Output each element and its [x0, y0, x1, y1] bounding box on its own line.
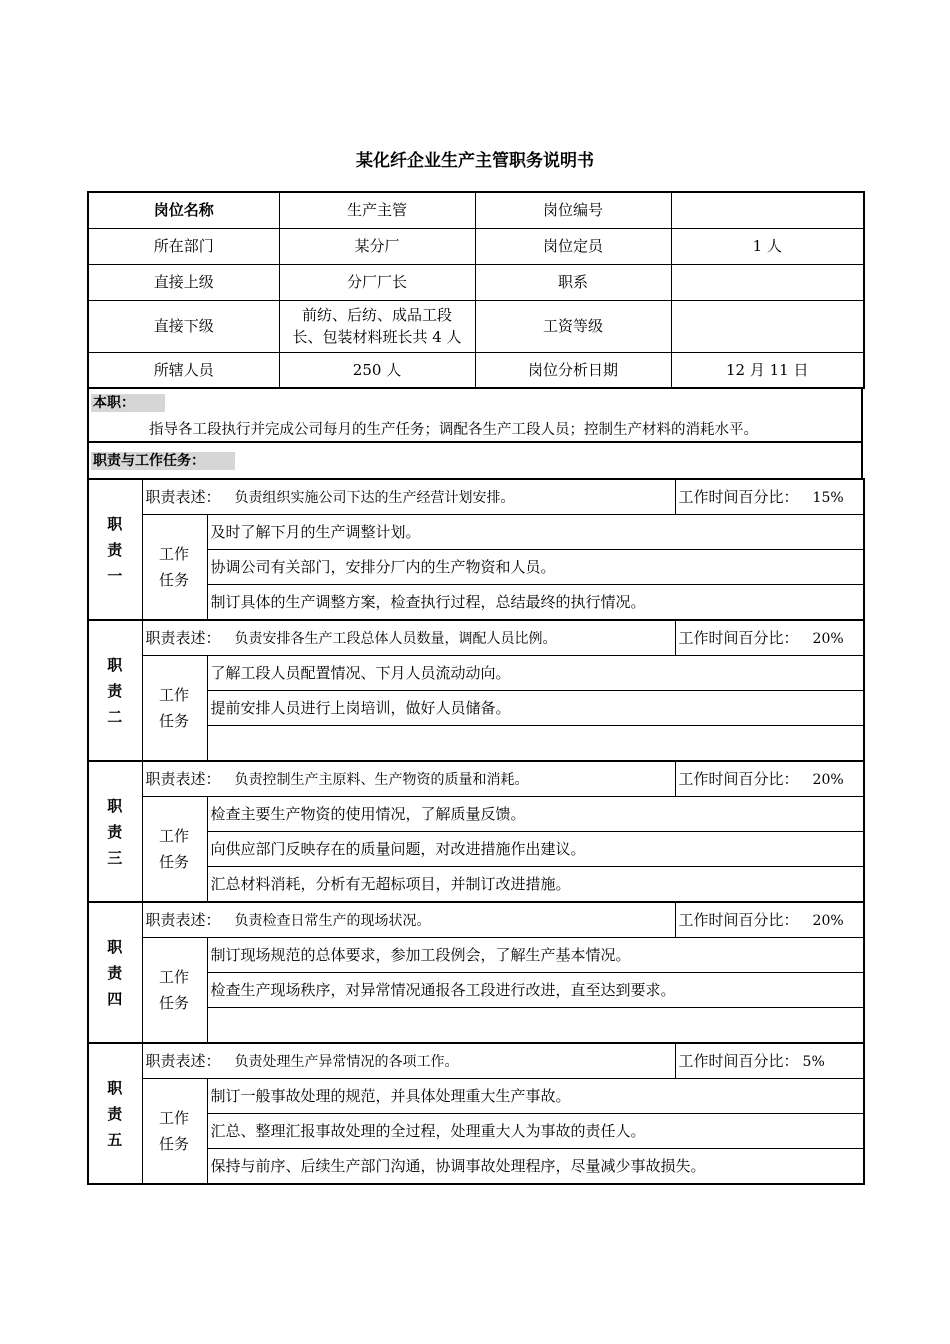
info-value: 1 人 — [671, 228, 864, 264]
summary-header — [87, 389, 863, 416]
task-item: 制订现场规范的总体要求，参加工段例会，了解生产基本情况。 — [207, 938, 864, 973]
info-value: 某分厂 — [279, 228, 475, 264]
duty-time-percent: 工作时间百分比： 20% — [675, 620, 864, 656]
task-item: 检查生产现场秩序，对异常情况通报各工段进行改进，直至达到要求。 — [207, 973, 864, 1008]
responsibilities-label: 职责与工作任务： — [91, 452, 235, 470]
task-item: 提前安排人员进行上岗培训，做好人员储备。 — [207, 691, 864, 726]
info-label: 岗位编号 — [475, 192, 671, 228]
duty-name: 职责四 — [88, 902, 142, 1043]
task-item — [207, 726, 864, 762]
info-value: 前纺、后纺、成品工段长、包装材料班长共 4 人 — [279, 300, 475, 352]
task-label: 工作任务 — [142, 938, 207, 1044]
task-item: 向供应部门反映存在的质量问题，对改进措施作出建议。 — [207, 832, 864, 867]
task-item: 了解工段人员配置情况、下月人员流动动向。 — [207, 656, 864, 691]
task-item: 汇总、整理汇报事故处理的全过程，处理重大人为事故的责任人。 — [207, 1114, 864, 1149]
duty-name: 职责五 — [88, 1043, 142, 1184]
duty-description: 职责表述： 负责组织实施公司下达的生产经营计划安排。 — [142, 479, 675, 515]
info-label: 工资等级 — [475, 300, 671, 352]
info-label: 职系 — [475, 264, 671, 300]
summary-label: 本职： — [91, 394, 165, 412]
task-item: 汇总材料消耗，分析有无超标项目，并制订改进措施。 — [207, 867, 864, 903]
duty-name: 职责三 — [88, 761, 142, 902]
position-info-table — [87, 191, 865, 389]
summary-text: 指导各工段执行并完成公司每月的生产任务；调配各生产工段人员；控制生产材料的消耗水平。 — [149, 422, 758, 438]
duty-description: 职责表述： 负责检查日常生产的现场状况。 — [142, 902, 675, 938]
task-label: 工作任务 — [142, 1079, 207, 1185]
info-value — [671, 264, 864, 300]
info-label: 岗位定员 — [475, 228, 671, 264]
info-value: 分厂厂长 — [279, 264, 475, 300]
task-item: 协调公司有关部门，安排分厂内的生产物资和人员。 — [207, 550, 864, 585]
info-value: 250 人 — [279, 352, 475, 388]
duty-description: 职责表述： 负责安排各生产工段总体人员数量，调配人员比例。 — [142, 620, 675, 656]
info-label: 岗位名称 — [88, 192, 279, 228]
duty-name: 职责一 — [88, 479, 142, 620]
task-item: 制订一般事故处理的规范，并具体处理重大生产事故。 — [207, 1079, 864, 1114]
task-label: 工作任务 — [142, 656, 207, 762]
duty-time-percent: 工作时间百分比： 20% — [675, 902, 864, 938]
duty-time-percent: 工作时间百分比： 20% — [675, 761, 864, 797]
task-item — [207, 1008, 864, 1044]
summary-body — [87, 416, 863, 443]
info-value: 生产主管 — [279, 192, 475, 228]
info-label: 所在部门 — [88, 228, 279, 264]
duty-time-percent: 工作时间百分比： 15% — [675, 479, 864, 515]
duty-description: 职责表述： 负责处理生产异常情况的各项工作。 — [142, 1043, 675, 1079]
task-item: 及时了解下月的生产调整计划。 — [207, 515, 864, 550]
info-value: 12 月 11 日 — [671, 352, 864, 388]
duty-time-percent: 工作时间百分比： 5% — [675, 1043, 864, 1079]
document-title: 某化纤企业生产主管职务说明书 — [356, 151, 594, 171]
info-label: 直接下级 — [88, 300, 279, 352]
task-label: 工作任务 — [142, 515, 207, 621]
task-item: 制订具体的生产调整方案，检查执行过程，总结最终的执行情况。 — [207, 585, 864, 621]
info-label: 所辖人员 — [88, 352, 279, 388]
responsibilities-table — [87, 478, 865, 1185]
info-value — [671, 192, 864, 228]
task-item: 保持与前序、后续生产部门沟通，协调事故处理程序，尽量减少事故损失。 — [207, 1149, 864, 1185]
responsibilities-header — [87, 443, 863, 479]
duty-description: 职责表述： 负责控制生产主原料、生产物资的质量和消耗。 — [142, 761, 675, 797]
info-value — [671, 300, 864, 352]
info-label: 岗位分析日期 — [475, 352, 671, 388]
duty-name: 职责二 — [88, 620, 142, 761]
info-label: 直接上级 — [88, 264, 279, 300]
task-label: 工作任务 — [142, 797, 207, 903]
task-item: 检查主要生产物资的使用情况，了解质量反馈。 — [207, 797, 864, 832]
